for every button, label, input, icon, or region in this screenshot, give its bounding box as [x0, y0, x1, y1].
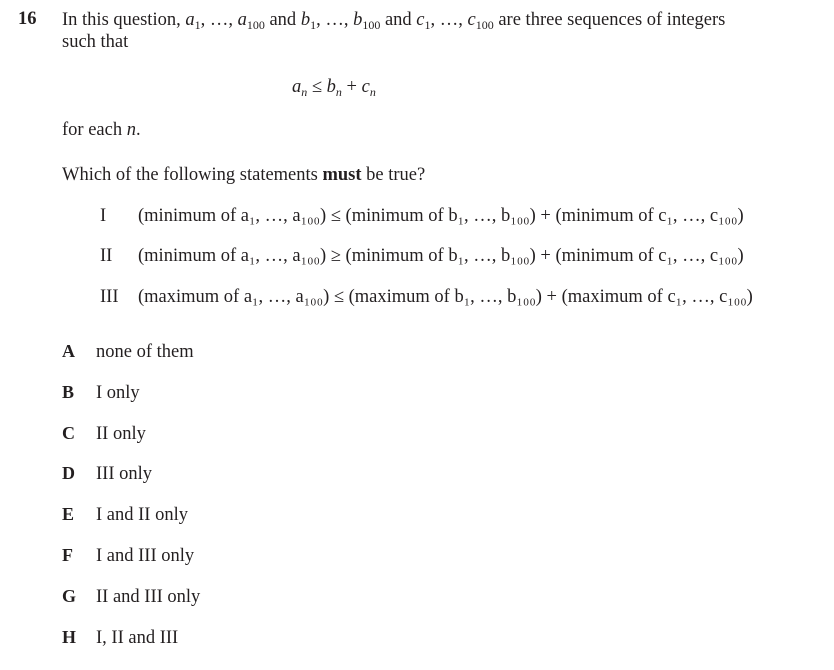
option-text: I only	[96, 383, 140, 403]
option-text: II and III only	[96, 587, 201, 607]
option-letter: H	[62, 627, 77, 647]
option-text: I and III only	[96, 546, 195, 566]
question-number: 16	[18, 9, 37, 29]
question-prompt: Which of the following statements must be true?	[62, 165, 426, 185]
inequality-display: $a_n \le b_n + c_n$	[292, 77, 376, 99]
question-intro-line-1: In this question, $a_1$, …, $a_{100}$ and $b_1$, …, $b_{100}$ and $c_1$, …, $c_{100}$ are three sequences of integers	[62, 10, 726, 32]
option-text: I and II only	[96, 505, 188, 525]
statement-numeral: III	[100, 287, 119, 307]
option-g[interactable]	[62, 585, 200, 607]
statement-numeral: II	[100, 246, 113, 266]
option-letter: E	[62, 504, 75, 524]
statement-text: (minimum of a₁, …, a₁₀₀) ≥ (minimum of b₁, …, b₁₀₀) + (minimum of c₁, …, c₁₀₀)	[138, 246, 744, 266]
option-letter: F	[62, 545, 73, 565]
option-letter: D	[62, 463, 75, 483]
option-text: III only	[96, 464, 152, 484]
option-text: II only	[96, 424, 146, 444]
option-letter: A	[62, 341, 75, 361]
option-text: I, II and III	[96, 628, 179, 648]
statement-numeral: I	[100, 206, 107, 226]
statement-text: (minimum of a₁, …, a₁₀₀) ≤ (minimum of b₁, …, b₁₀₀) + (minimum of c₁, …, c₁₀₀)	[138, 206, 744, 226]
option-letter: C	[62, 423, 75, 443]
option-e[interactable]	[62, 503, 188, 525]
option-h[interactable]	[62, 626, 178, 648]
option-text: none of them	[96, 342, 194, 362]
option-d[interactable]	[62, 462, 152, 484]
option-letter: G	[62, 586, 77, 606]
question-intro-line-2: such that	[62, 32, 129, 52]
option-f[interactable]	[62, 544, 194, 566]
option-a[interactable]	[62, 340, 194, 362]
for-each-n: for each n.	[62, 120, 141, 140]
option-c[interactable]	[62, 422, 146, 444]
option-b[interactable]	[62, 381, 140, 403]
statement-text: (maximum of a₁, …, a₁₀₀) ≤ (maximum of b₁, …, b₁₀₀) + (maximum of c₁, …, c₁₀₀)	[138, 287, 753, 307]
option-letter: B	[62, 382, 75, 402]
